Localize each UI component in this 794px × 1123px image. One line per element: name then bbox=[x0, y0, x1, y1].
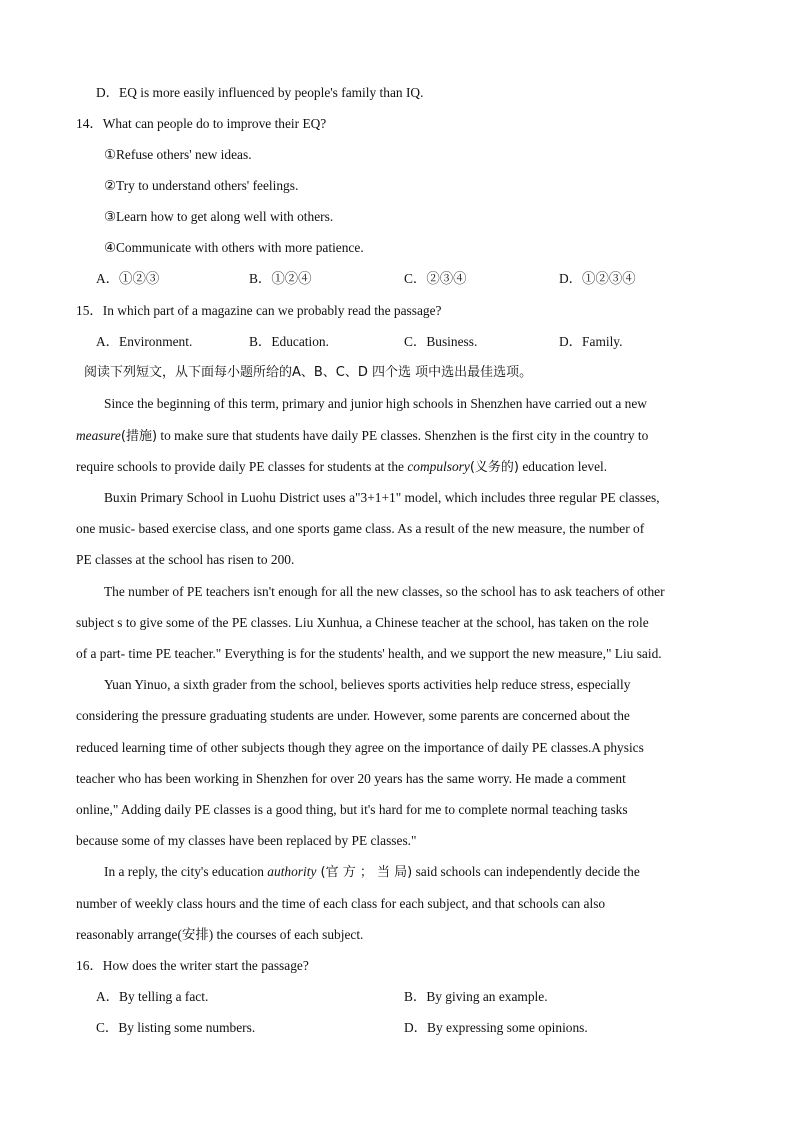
q15-option-a: A．Environment. bbox=[96, 334, 193, 349]
q13-option-d: D．EQ is more easily influenced by people's family than IQ. bbox=[96, 85, 424, 100]
passage-p4-line-4: teacher who has been working in Shenzhen for over 20 years has the same worry. He made a comment bbox=[76, 771, 626, 786]
q15-option-c: C．Business. bbox=[404, 334, 478, 349]
q14-option-c: C．②③④ bbox=[404, 271, 467, 286]
passage-p5-line-2: number of weekly class hours and the time of each class for each subject, and that schools can also bbox=[76, 896, 606, 911]
vocab-compulsory: compulsory bbox=[407, 459, 470, 474]
q14-option-d: D．①②③④ bbox=[559, 271, 636, 286]
q16-option-c: C．By listing some numbers. bbox=[96, 1020, 256, 1035]
q15-option-d: D．Family. bbox=[559, 334, 623, 349]
q16-stem: 16．How does the writer start the passage? bbox=[76, 958, 309, 973]
q14-option-b: B．①②④ bbox=[249, 271, 312, 286]
passage-p4-line-5: online," Adding daily PE classes is a good thing, but it's hard for me to complete normal teaching tasks bbox=[76, 802, 628, 817]
gloss-authority: (官 方 ； 当 局) bbox=[316, 865, 413, 880]
passage-p1-line-2-rest: to make sure that students have daily PE classes. Shenzhen is the first city in the country to bbox=[157, 428, 649, 443]
passage-p4-line-6: because some of my classes have been replaced by PE classes." bbox=[76, 833, 417, 848]
q14-stem: 14．What can people do to improve their EQ? bbox=[76, 116, 327, 131]
q16-option-b: B．By giving an example. bbox=[404, 989, 548, 1004]
passage-p1-line-3-pre: require schools to provide daily PE classes for students at the bbox=[76, 459, 408, 474]
gloss-compulsory: (义务的) bbox=[469, 460, 519, 475]
q14-item-2: ②Try to understand others' feelings. bbox=[104, 178, 299, 193]
gloss-measure: (措施) bbox=[120, 429, 158, 444]
passage-p2-line-1: Buxin Primary School in Luohu District uses a"3+1+1" model, which includes three regular PE classes, bbox=[104, 490, 660, 505]
q14-item-4: ④Communicate with others with more patience. bbox=[104, 240, 364, 255]
q16-option-a: A．By telling a fact. bbox=[96, 989, 209, 1004]
q14-item-1: ①Refuse others' new ideas. bbox=[104, 147, 252, 162]
passage-p3-line-2: subject s to give some of the PE classes. Liu Xunhua, a Chinese teacher at the school, has taken on the role bbox=[76, 615, 649, 630]
vocab-measure: measure bbox=[76, 428, 121, 443]
vocab-authority: authority bbox=[267, 864, 317, 879]
passage-p2-line-2: one music- based exercise class, and one sports game class. As a result of the new measure, the number of bbox=[76, 521, 645, 536]
q15-stem: 15．In which part of a magazine can we probably read the passage? bbox=[76, 303, 442, 318]
passage-p2-line-3: PE classes at the school has risen to 200. bbox=[76, 552, 295, 567]
passage-p4-line-2: considering the pressure graduating students are under. However, some parents are concerned about the bbox=[76, 708, 630, 723]
passage-p5-line-1 bbox=[104, 863, 640, 882]
passage-p5-line-1-pre: In a reply, the city's education bbox=[104, 864, 268, 879]
passage-p4-line-3: reduced learning time of other subjects though they agree on the importance of daily PE classes.A physics bbox=[76, 740, 644, 755]
passage-p3-line-3: of a part- time PE teacher." Everything is for the students' health, and we support the new measure," Liu said. bbox=[76, 646, 662, 661]
passage-p5-line-1-post: said schools can independently decide the bbox=[412, 864, 640, 879]
passage-p1-line-2 bbox=[76, 427, 648, 446]
passage-p1-line-1: Since the beginning of this term, primary and junior high schools in Shenzhen have carried out a new bbox=[104, 396, 647, 411]
passage-p1-line-3-post: education level. bbox=[519, 459, 608, 474]
passage-p1-line-3 bbox=[76, 458, 607, 477]
passage-p4-line-1: Yuan Yinuo, a sixth grader from the school, believes sports activities help reduce stress, especially bbox=[104, 677, 631, 692]
reading-instruction: 阅读下列短文，从下面每小题所给的A、B、C、D 四个选 项中选出最佳选项。 bbox=[84, 365, 533, 380]
passage-p3-line-1: The number of PE teachers isn't enough for all the new classes, so the school has to ask teachers of other bbox=[104, 584, 665, 599]
q15-option-b: B．Education. bbox=[249, 334, 329, 349]
q14-item-3: ③Learn how to get along well with others. bbox=[104, 209, 334, 224]
passage-p5-line-3: reasonably arrange(安排) the courses of each subject. bbox=[76, 927, 364, 942]
q14-option-a: A．①②③ bbox=[96, 271, 160, 286]
q16-option-d: D．By expressing some opinions. bbox=[404, 1020, 588, 1035]
